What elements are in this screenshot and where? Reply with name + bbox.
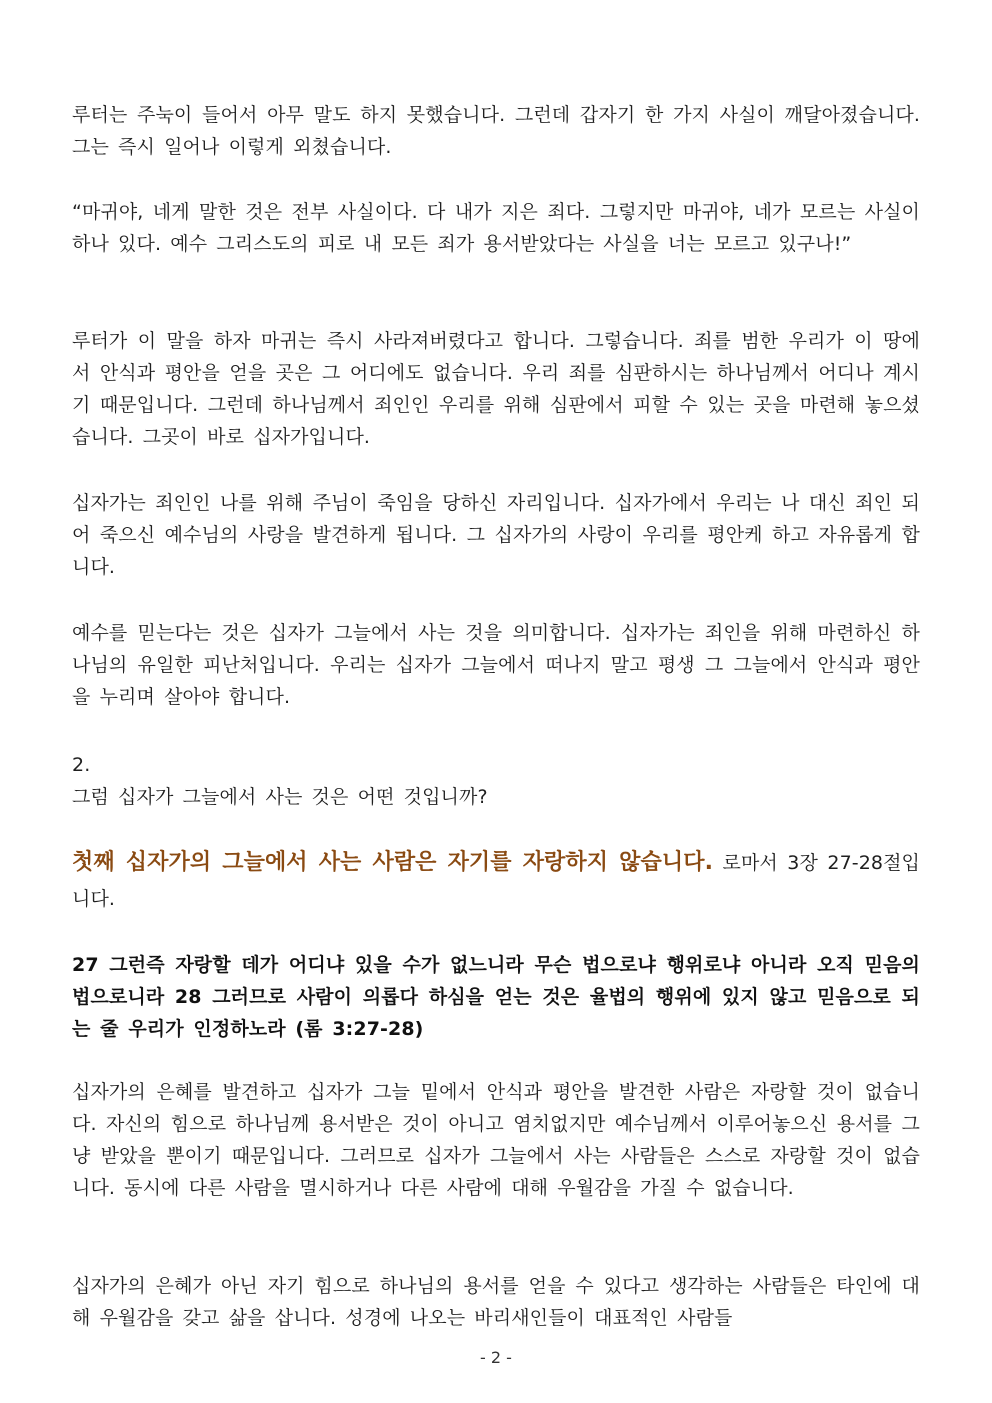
paragraph-no-boasting: 십자가의 은혜를 발견하고 십자가 그늘 밑에서 안식과 평안을 발견한 사람은 자랑할 것이 없습니다. 자신의 힘으로 하나님께 용서받은 것이 아니고 염치없지만 예수님께서 이루어놓으신 용서를 그냥 받았을 뿐이기 때문입니다. 그러므로 십자가 그늘에서 사는 사람들은 스스로 자랑할 것이 없습니다. 동시에 다른 사람을 멸시하거나 다른 사람에 대해 우월감을 가질 수 없습니다. bbox=[72, 1081, 920, 1199]
paragraph-cross-shade: 예수를 믿는다는 것은 십자가 그늘에서 사는 것을 의미합니다. 십자가는 죄인을 위해 마련하신 하나님의 유일한 피난처입니다. 우리는 십자가 그늘에서 떠나지 말고 평생 그 그늘에서 안식과 평안을 누리며 살아야 합니다. bbox=[72, 622, 920, 708]
section-heading-paragraph bbox=[72, 845, 920, 917]
section-question: 그럼 십자가 그늘에서 사는 것은 어떤 것입니까? bbox=[72, 786, 488, 808]
scripture-quote: 27 그런즉 자랑할 데가 어디냐 있을 수가 없느니라 무슨 법으로냐 행위로냐 아니라 오직 믿음의 법으로니라 28 그러므로 사람이 의롭다 하심을 얻는 것은 율법의 행위에 있지 않고 믿음으로 되는 줄 우리가 인정하노라 (롬 3:27-28) bbox=[72, 954, 920, 1040]
paragraph-superiority: 십자가의 은혜가 아닌 자기 힘으로 하나님의 용서를 얻을 수 있다고 생각하는 사람들은 타인에 대해 우월감을 갖고 삶을 삽니다. 성경에 나오는 바리새인들이 대표적인 사람들 bbox=[72, 1275, 920, 1329]
paragraph-devil-vanished: 루터가 이 말을 하자 마귀는 즉시 사라져버렸다고 합니다. 그렇습니다. 죄를 범한 우리가 이 땅에서 안식과 평안을 얻을 곳은 그 어디에도 없습니다. 우리 죄를 심판하시는 하나님께서 어디나 계시기 때문입니다. 그런데 하나님께서 죄인인 우리를 위해 심판에서 피할 수 있는 곳을 마련해 놓으셨습니다. 그곳이 바로 십자가입니다. bbox=[72, 330, 920, 448]
paragraph-luther-quote: “마귀야, 네게 말한 것은 전부 사실이다. 다 내가 지은 죄다. 그렇지만 마귀야, 네가 모르는 사실이 하나 있다. 예수 그리스도의 피로 내 모든 죄가 용서받았다는 사실을 너는 모르고 있구나!” bbox=[72, 201, 920, 255]
page-number: - 2 - bbox=[480, 1348, 512, 1367]
paragraph-cross-place: 십자가는 죄인인 나를 위해 주님이 죽임을 당하신 자리입니다. 십자가에서 우리는 나 대신 죄인 되어 죽으신 예수님의 사랑을 발견하게 됩니다. 그 십자가의 사랑이 우리를 평안케 하고 자유롭게 합니다. bbox=[72, 492, 920, 578]
section-heading: 첫째 십자가의 그늘에서 사는 사람은 자기를 자랑하지 않습니다. bbox=[72, 850, 714, 875]
section-number: 2. bbox=[72, 754, 91, 776]
heading-reference: 로마서 3장 27-28절입니다. bbox=[72, 852, 920, 910]
paragraph-luther-silent: 루터는 주눅이 들어서 아무 말도 하지 못했습니다. 그런데 갑자기 한 가지 사실이 깨달아졌습니다. 그는 즉시 일어나 이렇게 외쳤습니다. bbox=[72, 104, 920, 158]
